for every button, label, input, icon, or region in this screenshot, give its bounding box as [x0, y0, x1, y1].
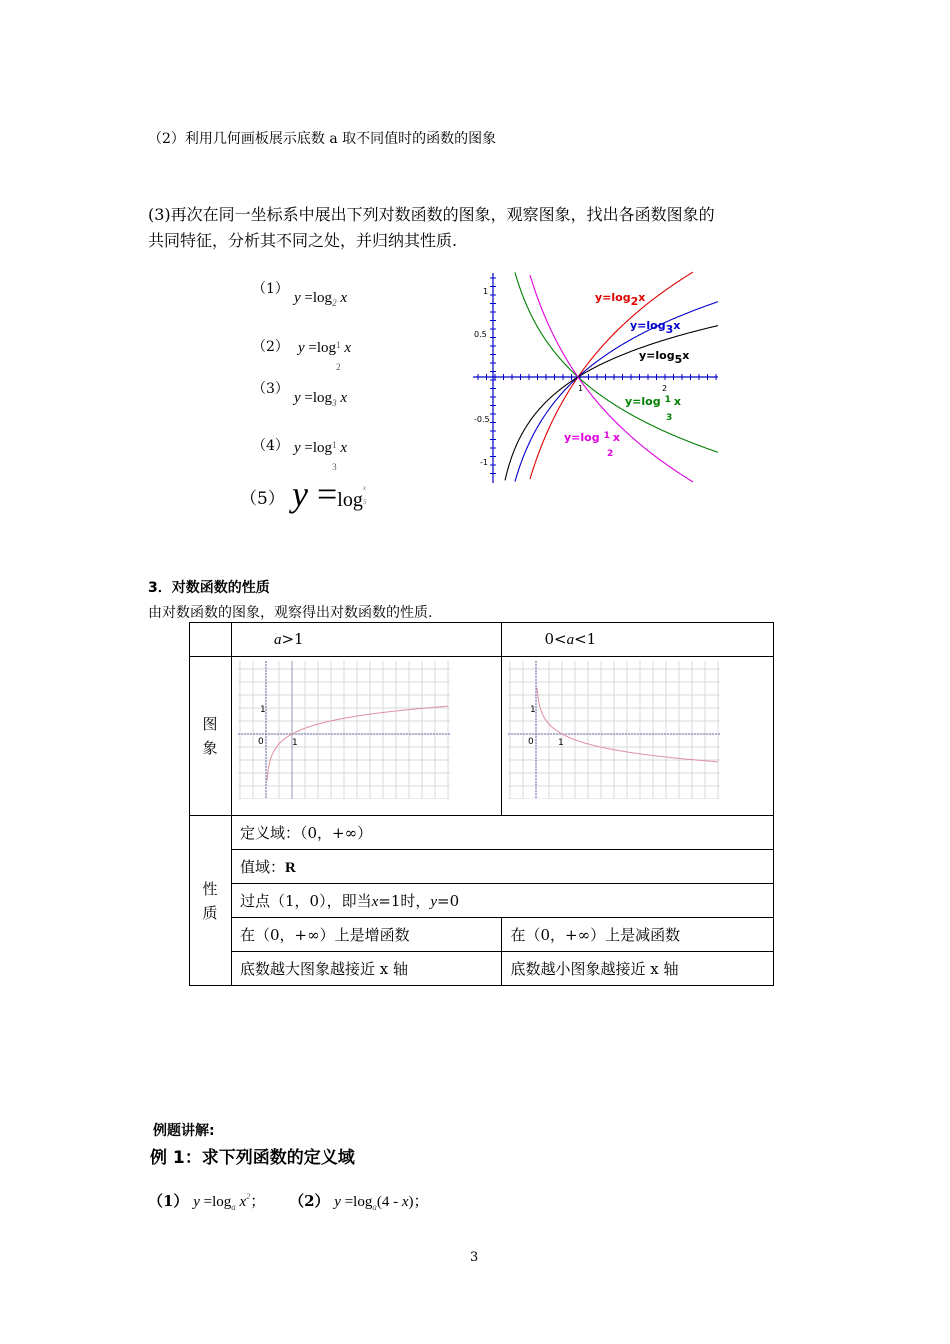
- problem-1-number: （1）: [148, 1192, 189, 1210]
- function-5-number: （5）: [240, 489, 285, 509]
- range-cell: 值域：R: [231, 850, 773, 884]
- y-tick-neg-1: -1: [480, 458, 488, 467]
- function-5: $y =\log^x5$: [292, 474, 367, 514]
- properties-table: [189, 622, 774, 986]
- paragraph-2: （2）利用几何画板展示底数 a 取不同值时的函数的图象: [148, 131, 497, 147]
- graph-decreasing-cell: [502, 657, 774, 816]
- header-empty-cell: [190, 623, 232, 657]
- function-2-number: （2）: [252, 339, 289, 355]
- base-larger-cell: 底数越大图象越接近 x 轴: [231, 952, 502, 986]
- base-smaller-cell: 底数越小图象越接近 x 轴: [502, 952, 774, 986]
- tick-0: 0: [257, 737, 264, 747]
- graph-increasing: [238, 661, 450, 799]
- function-1-number: （1）: [252, 281, 289, 297]
- row-label-graph: 图象: [190, 657, 232, 816]
- x-tick-1: 1: [578, 384, 584, 393]
- examples-heading: 例题讲解:: [153, 1123, 215, 1139]
- graph-decreasing: [508, 661, 720, 799]
- tick-1-x: 1: [558, 738, 565, 748]
- label-log-one-third: y=log $^1$ x: [625, 395, 681, 408]
- label-log5: y=log5x: [639, 349, 690, 366]
- y-tick-1: 1: [483, 287, 489, 296]
- problem-2-formula: $y =\log_a(4 - x)$: [334, 1194, 414, 1212]
- point-cell: 过点（1，0），即当x=1时，y=0: [231, 884, 773, 918]
- function-1: $y =\log_2$ x: [294, 290, 347, 308]
- monotonic-decreasing-cell: 在（0，+∞）上是减函数: [502, 918, 774, 952]
- header-a-greater-1: a>1: [231, 623, 502, 657]
- tick-0: 0: [528, 737, 535, 747]
- label-log-one-half-den: 2: [607, 449, 614, 459]
- y-tick-neg-0.5: -0.5: [474, 415, 490, 424]
- curve-log3: [515, 302, 718, 482]
- x-tick-2: 2: [662, 384, 668, 393]
- section-3-intro: 由对数函数的图象，观察得出对数函数的性质.: [148, 605, 433, 621]
- page-number: 3: [470, 1250, 479, 1265]
- section-3-title: 3．对数函数的性质: [148, 580, 270, 596]
- header-a-between-0-1: 0<a<1: [502, 623, 774, 657]
- function-3: $y =\log_3$ x: [294, 390, 347, 408]
- example-1-problems: （1） $y =\log_a$ $x^2$； （2） $y =\log_a(4 - x)$；: [148, 1192, 429, 1212]
- tick-1-x: 1: [291, 738, 298, 748]
- function-4: y =log1 3 x: [294, 439, 347, 472]
- label-log3: y=log3x: [630, 319, 681, 336]
- label-log-one-third-den: 3: [666, 413, 673, 423]
- domain-cell: 定义域：（0，+∞）: [231, 816, 773, 850]
- problem-1-formula: $y =\log_a$ $x^2$: [193, 1192, 251, 1212]
- label-log-one-half: y=log $^1$ x: [564, 431, 620, 444]
- problem-2-number: （2）: [289, 1192, 330, 1210]
- row-label-properties: 性质: [190, 816, 232, 986]
- function-4-number: （4）: [252, 438, 289, 454]
- log-functions-graph: [470, 270, 720, 484]
- function-3-number: （3）: [252, 381, 289, 397]
- example-1-title: 例 1：求下列函数的定义域: [150, 1148, 355, 1168]
- tick-1-y: 1: [259, 705, 266, 715]
- tick-1-y: 1: [530, 705, 537, 715]
- paragraph-3-line-1: (3)再次在同一坐标系中展出下列对数函数的图象，观察图象，找出各函数图象的: [148, 205, 715, 224]
- label-log2: y=log2x: [595, 291, 646, 308]
- paragraph-3-line-2: 共同特征，分析其不同之处，并归纳其性质.: [148, 231, 458, 250]
- monotonic-increasing-cell: 在（0，+∞）上是增函数: [231, 918, 502, 952]
- function-2: y =log1 2 x: [298, 339, 351, 372]
- y-tick-0.5: 0.5: [474, 330, 487, 339]
- graph-increasing-cell: [231, 657, 502, 816]
